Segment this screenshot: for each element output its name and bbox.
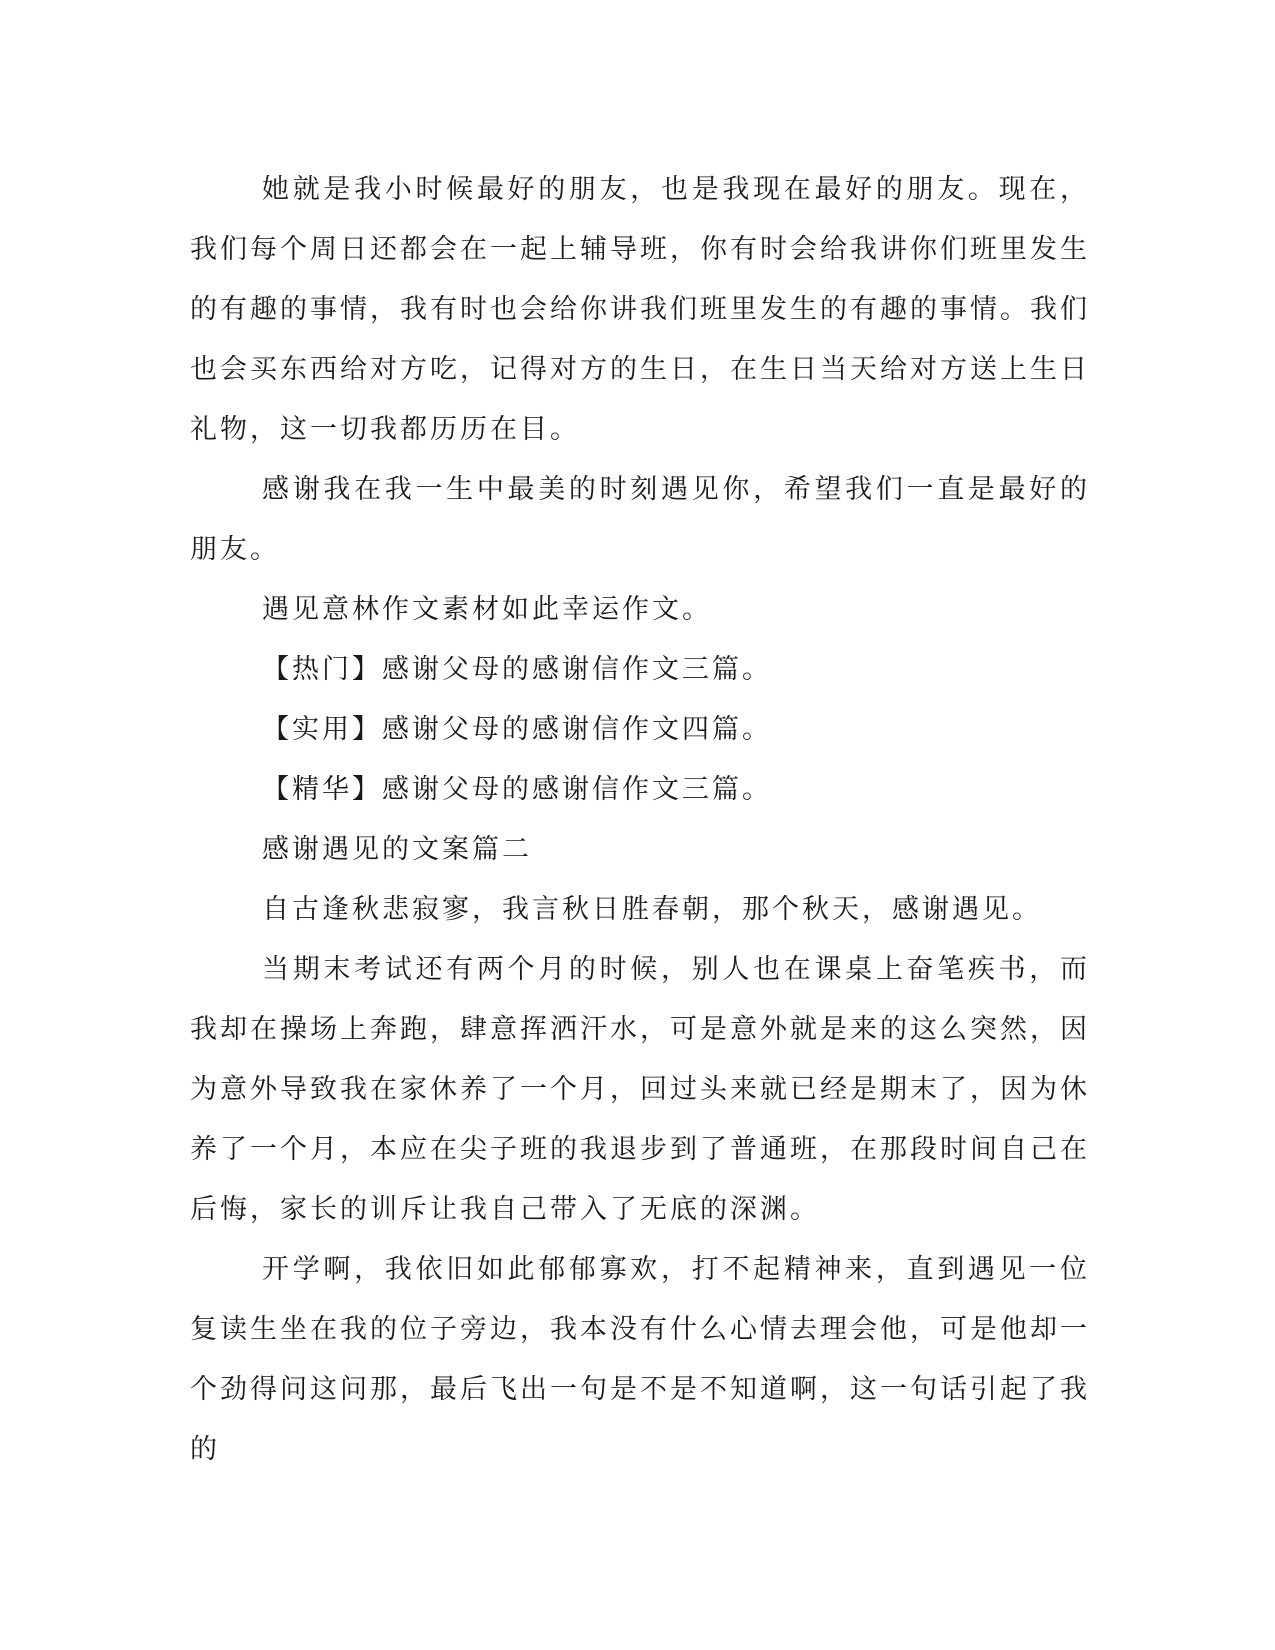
paragraph-best-essay: 【精华】感谢父母的感谢信作文三篇。 <box>262 774 772 805</box>
paragraph-hot-essay: 【热门】感谢父母的感谢信作文三篇。 <box>262 654 772 685</box>
paragraph-final-exam: 当期末考试还有两个月的时候，别人也在课桌上奋笔疾书，而我却在操场上奔跑，肆意挥洒汗水，可是意外就是来的这么突然，因为意外导致我在家休养了一个月，回过头来就已经是期末了，因为休养了一个月，本应在尖子班的我退步到了普通班，在那段时间自己在后悔，家长的训斥让我自己带入了无底的深渊。 <box>190 954 1090 1225</box>
paragraph-practical-essay: 【实用】感谢父母的感谢信作文四篇。 <box>262 714 772 745</box>
paragraph-autumn: 自古逢秋悲寂寥，我言秋日胜春朝，那个秋天，感谢遇见。 <box>262 894 1042 925</box>
document-body <box>190 160 1090 1480</box>
paragraph-new-semester: 开学啊，我依旧如此郁郁寡欢，打不起精神来，直到遇见一位复读生坐在我的位子旁边，我本没有什么心情去理会他，可是他却一个劲得问这问那，最后飞出一句是不是不知道啊，这一句话引起了我的 <box>190 1254 1090 1465</box>
section-heading-part-two: 感谢遇见的文案篇二 <box>262 834 532 865</box>
paragraph-friend-memories: 她就是我小时候最好的朋友，也是我现在最好的朋友。现在，我们每个周日还都会在一起上辅导班，你有时会给我讲你们班里发生的有趣的事情，我有时也会给你讲我们班里发生的有趣的事情。我们也会买东西给对方吃，记得对方的生日，在生日当天给对方送上生日礼物，这一切我都历历在目。 <box>190 174 1090 445</box>
paragraph-yilin-essay: 遇见意林作文素材如此幸运作文。 <box>262 594 712 625</box>
paragraph-thanks-meeting: 感谢我在我一生中最美的时刻遇见你，希望我们一直是最好的朋友。 <box>190 474 1090 565</box>
